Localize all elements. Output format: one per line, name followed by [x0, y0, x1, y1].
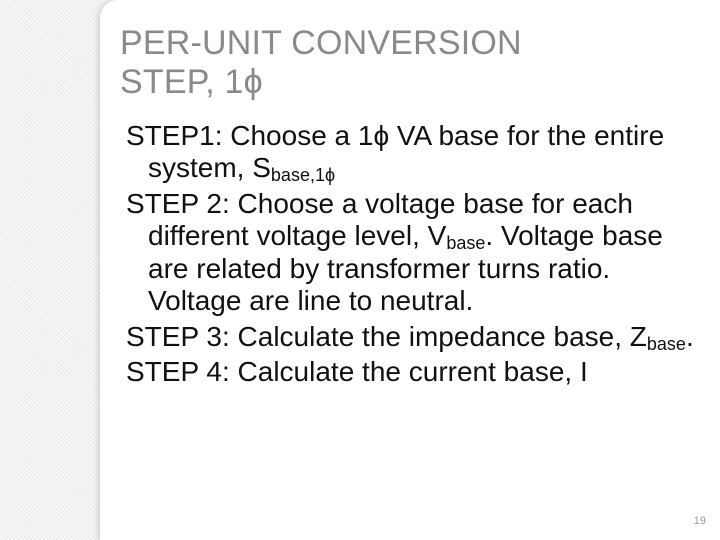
step-3-subscript: base — [646, 333, 686, 354]
step-3-text: STEP 3: Calculate the impedance base, Z — [126, 320, 647, 352]
step-3-tail: . — [685, 320, 694, 352]
step-4 — [126, 356, 711, 388]
slide-body — [126, 120, 711, 392]
step-2-subscript: base — [446, 233, 486, 254]
title-line-2: STEP, 1ϕ — [120, 63, 263, 102]
step-1-subscript: base,1ϕ — [270, 165, 336, 186]
step-3 — [126, 321, 711, 353]
slide-title — [120, 24, 522, 103]
step-1-text: STEP1: Choose a 1ϕ VA base for the entire system, S — [126, 120, 665, 184]
title-line-1: PER-UNIT CONVERSION — [120, 24, 522, 62]
step-2-text: STEP 2: Choose a voltage base for each different voltage level, V — [126, 187, 633, 252]
step-4-text: STEP 4: Calculate the current base, I — [126, 356, 588, 388]
step-2 — [126, 188, 711, 318]
page-number: 19 — [693, 515, 706, 527]
step-2-tail: . Voltage base are related by transformer turns ratio. Voltage are line to neutral. — [148, 220, 663, 317]
step-1 — [126, 120, 711, 185]
